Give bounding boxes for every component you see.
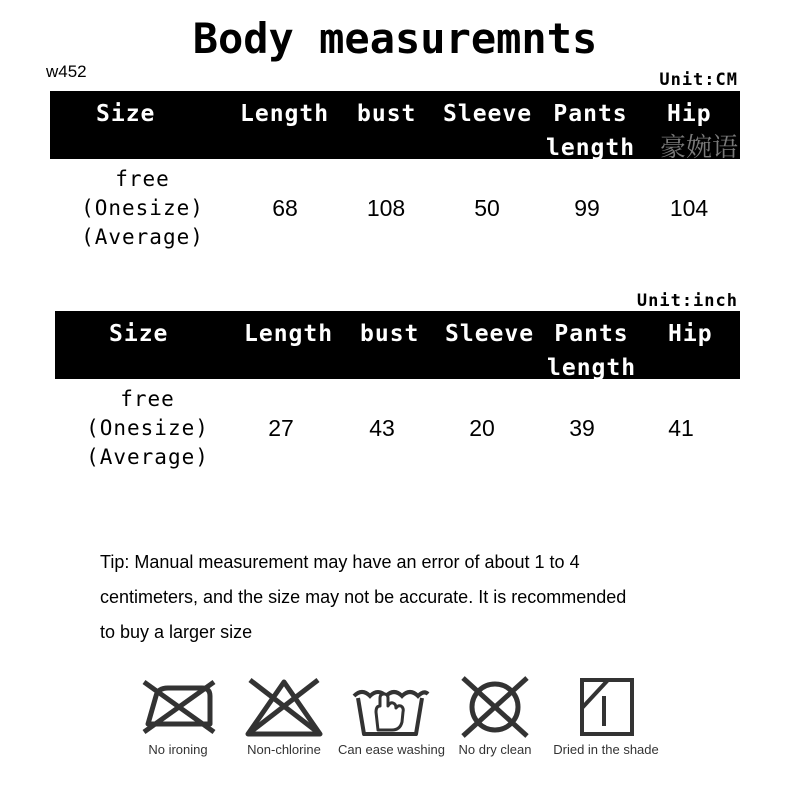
header-pants-length: Pants length xyxy=(547,321,637,381)
size-line-free: free xyxy=(120,387,175,411)
value-pants-length: 39 xyxy=(569,415,595,441)
tip-line: centimeters, and the size may not be accurate. It is recommended xyxy=(100,587,627,607)
size-cell xyxy=(80,165,205,252)
care-item xyxy=(338,676,445,757)
header-hip: Hip xyxy=(667,101,712,127)
value-pants-length: 99 xyxy=(574,195,600,221)
header-size: Size xyxy=(109,321,169,347)
header-pants-length: Pants length xyxy=(546,101,636,161)
value-sleeve: 50 xyxy=(474,195,500,221)
no-dry-clean-icon xyxy=(455,676,535,738)
page-title: Body measuremnts xyxy=(192,14,598,63)
table-row xyxy=(55,379,740,474)
value-bust: 108 xyxy=(366,195,406,221)
header-sleeve: Sleeve xyxy=(443,101,533,127)
hand-wash-icon xyxy=(350,676,430,738)
header-length: Length xyxy=(240,101,330,127)
care-label: Non-chlorine xyxy=(247,742,321,757)
header-length: Length xyxy=(244,321,334,347)
care-item xyxy=(136,676,220,757)
header-hip: Hip xyxy=(668,321,713,347)
size-line-onesize: (Onesize) xyxy=(81,196,204,220)
table-header xyxy=(55,311,740,379)
size-line-free: free xyxy=(115,167,170,191)
value-length: 68 xyxy=(272,195,298,221)
header-bust: bust xyxy=(360,321,420,347)
care-label: No ironing xyxy=(148,742,208,757)
measurement-table-cm xyxy=(50,91,740,254)
dry-in-shade-icon xyxy=(566,676,646,738)
size-line-onesize: (Onesize) xyxy=(86,416,209,440)
care-instructions xyxy=(0,676,800,776)
value-sleeve: 20 xyxy=(469,415,495,441)
header-sleeve: Sleeve xyxy=(445,321,535,347)
size-line-average: (Average) xyxy=(81,225,204,249)
non-chlorine-icon xyxy=(244,676,324,738)
value-bust: 43 xyxy=(369,415,395,441)
watermark: 豪婉语 xyxy=(659,133,738,163)
unit-label-inch: Unit:inch xyxy=(636,291,738,311)
header-size: Size xyxy=(96,101,156,127)
care-label: No dry clean xyxy=(458,742,532,757)
table-row xyxy=(50,159,740,254)
care-item xyxy=(548,676,664,757)
measurement-table-inch xyxy=(55,311,740,474)
value-hip: 41 xyxy=(668,415,694,441)
tip-line: to buy a larger size xyxy=(100,622,253,642)
care-item xyxy=(452,676,538,757)
size-line-average: (Average) xyxy=(86,445,209,469)
product-code: w452 xyxy=(46,62,87,81)
no-ironing-icon xyxy=(138,676,218,738)
tip-line: Tip: Manual measurement may have an error of about 1 to 4 xyxy=(100,552,580,572)
measurement-tip xyxy=(100,545,720,650)
care-label: Dried in the shade xyxy=(553,742,659,757)
unit-label-cm: Unit:CM xyxy=(659,70,738,90)
table-header xyxy=(50,91,740,163)
size-cell xyxy=(85,385,210,472)
header-bust: bust xyxy=(357,101,417,127)
care-item xyxy=(240,676,328,757)
care-label: Can ease washing xyxy=(338,742,445,757)
value-hip: 104 xyxy=(669,195,709,221)
value-length: 27 xyxy=(268,415,294,441)
